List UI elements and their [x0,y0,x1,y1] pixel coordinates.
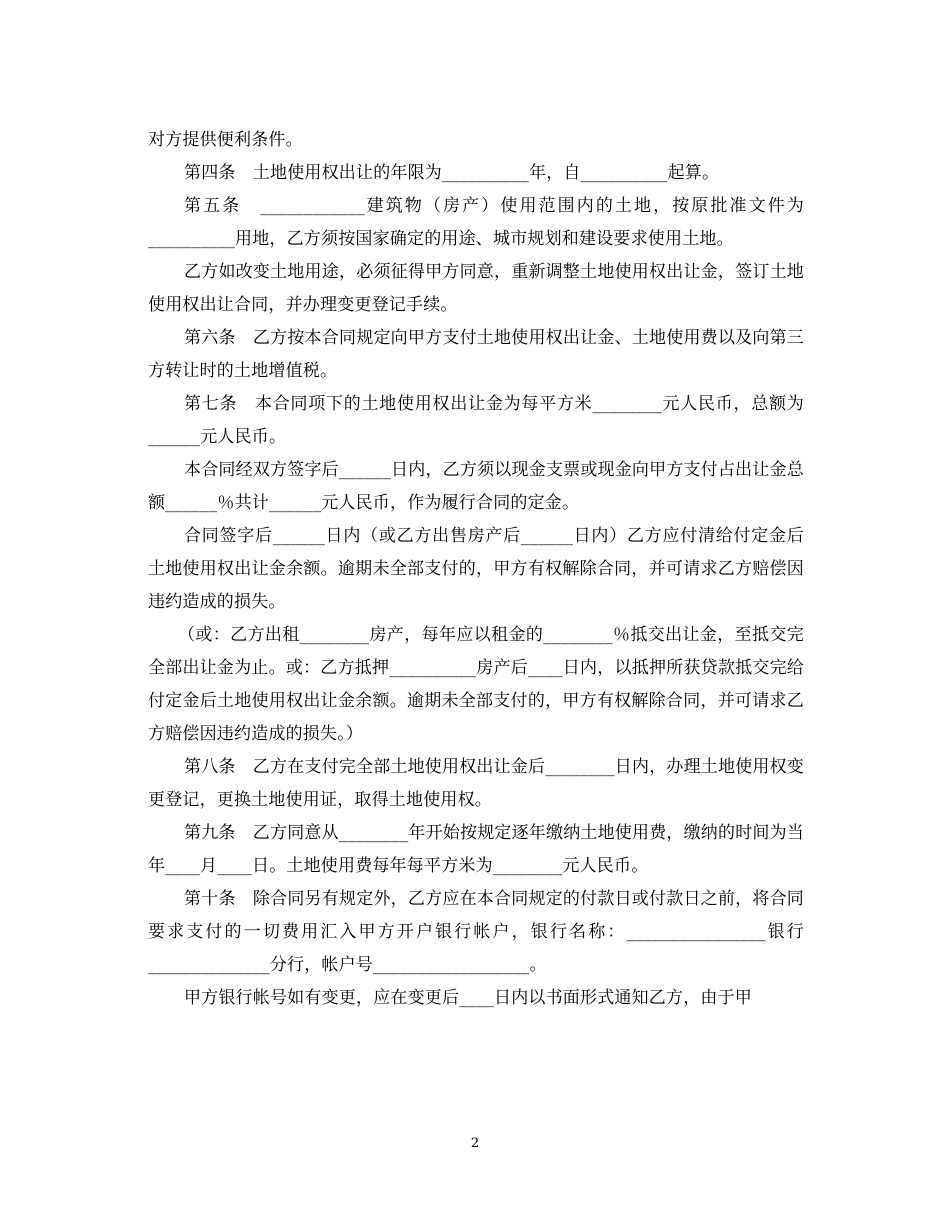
paragraph-article-4: 第四条 土地使用权出让的年限为__________年，自__________起算。 [184,163,720,183]
paragraph-land-use-change: 乙方如改变土地用途，必须征得甲方同意，重新调整土地使用权出让金，签订土地使用权出让合同，并办理变更登记手续。 [148,262,804,315]
document-body [148,124,804,1015]
paragraph-deposit: 本合同经双方签字后______日内，乙方须以现金支票或现金向甲方支付占出让金总额______％共计______元人民币，作为履行合同的定金。 [148,460,804,513]
paragraph-article-6: 第六条 乙方按本合同规定向甲方支付土地使用权出让金、土地使用费以及向第三方转让时的土地增值税。 [148,328,804,381]
paragraph-article-9: 第九条 乙方同意从________年开始按规定逐年缴纳土地使用费，缴纳的时间为当年____月____日。土地使用费每年每平方米为________元人民币。 [148,823,804,876]
page-number: 2 [470,1136,480,1151]
paragraph-continuation: 对方提供便利条件。 [148,130,303,150]
paragraph-bank-change: 甲方银行帐号如有变更，应在变更后____日内以书面形式通知乙方，由于甲 [184,988,752,1008]
paragraph-balance-payment: 合同签字后______日内（或乙方出售房产后______日内）乙方应付清给付定金后土地使用权出让金余额。逾期未全部支付的，甲方有权解除合同，并可请求乙方赔偿因违约造成的损失。 [148,526,804,612]
paragraph-alternative-payment: （或：乙方出租________房产，每年应以租金的________％抵交出让金，至抵交完全部出让金为止。或：乙方抵押__________房产后____日内，以抵押所获贷款抵交完给付定金后土地使用权出让金余额。逾期未全部支付的，甲方有权解除合同，并可请求乙方赔偿因违约造成的损失。） [148,625,804,744]
paragraph-article-5: 第五条 ____________建筑物（房产）使用范围内的土地，按原批准文件为__________用地，乙方须按国家确定的用途、城市规划和建设要求使用土地。 [148,196,804,249]
paragraph-article-8: 第八条 乙方在支付完全部土地使用权出让金后________日内，办理土地使用权变更登记，更换土地使用证，取得土地使用权。 [148,757,804,810]
paragraph-article-10: 第十条 除合同另有规定外，乙方应在本合同规定的付款日或付款日之前，将合同要求支付的一切费用汇入甲方开户银行帐户，银行名称：________________银行______________分行，帐户号__________________。 [148,889,804,975]
paragraph-article-7: 第七条 本合同项下的土地使用权出让金为每平方米________元人民币，总额为______元人民币。 [148,394,804,447]
